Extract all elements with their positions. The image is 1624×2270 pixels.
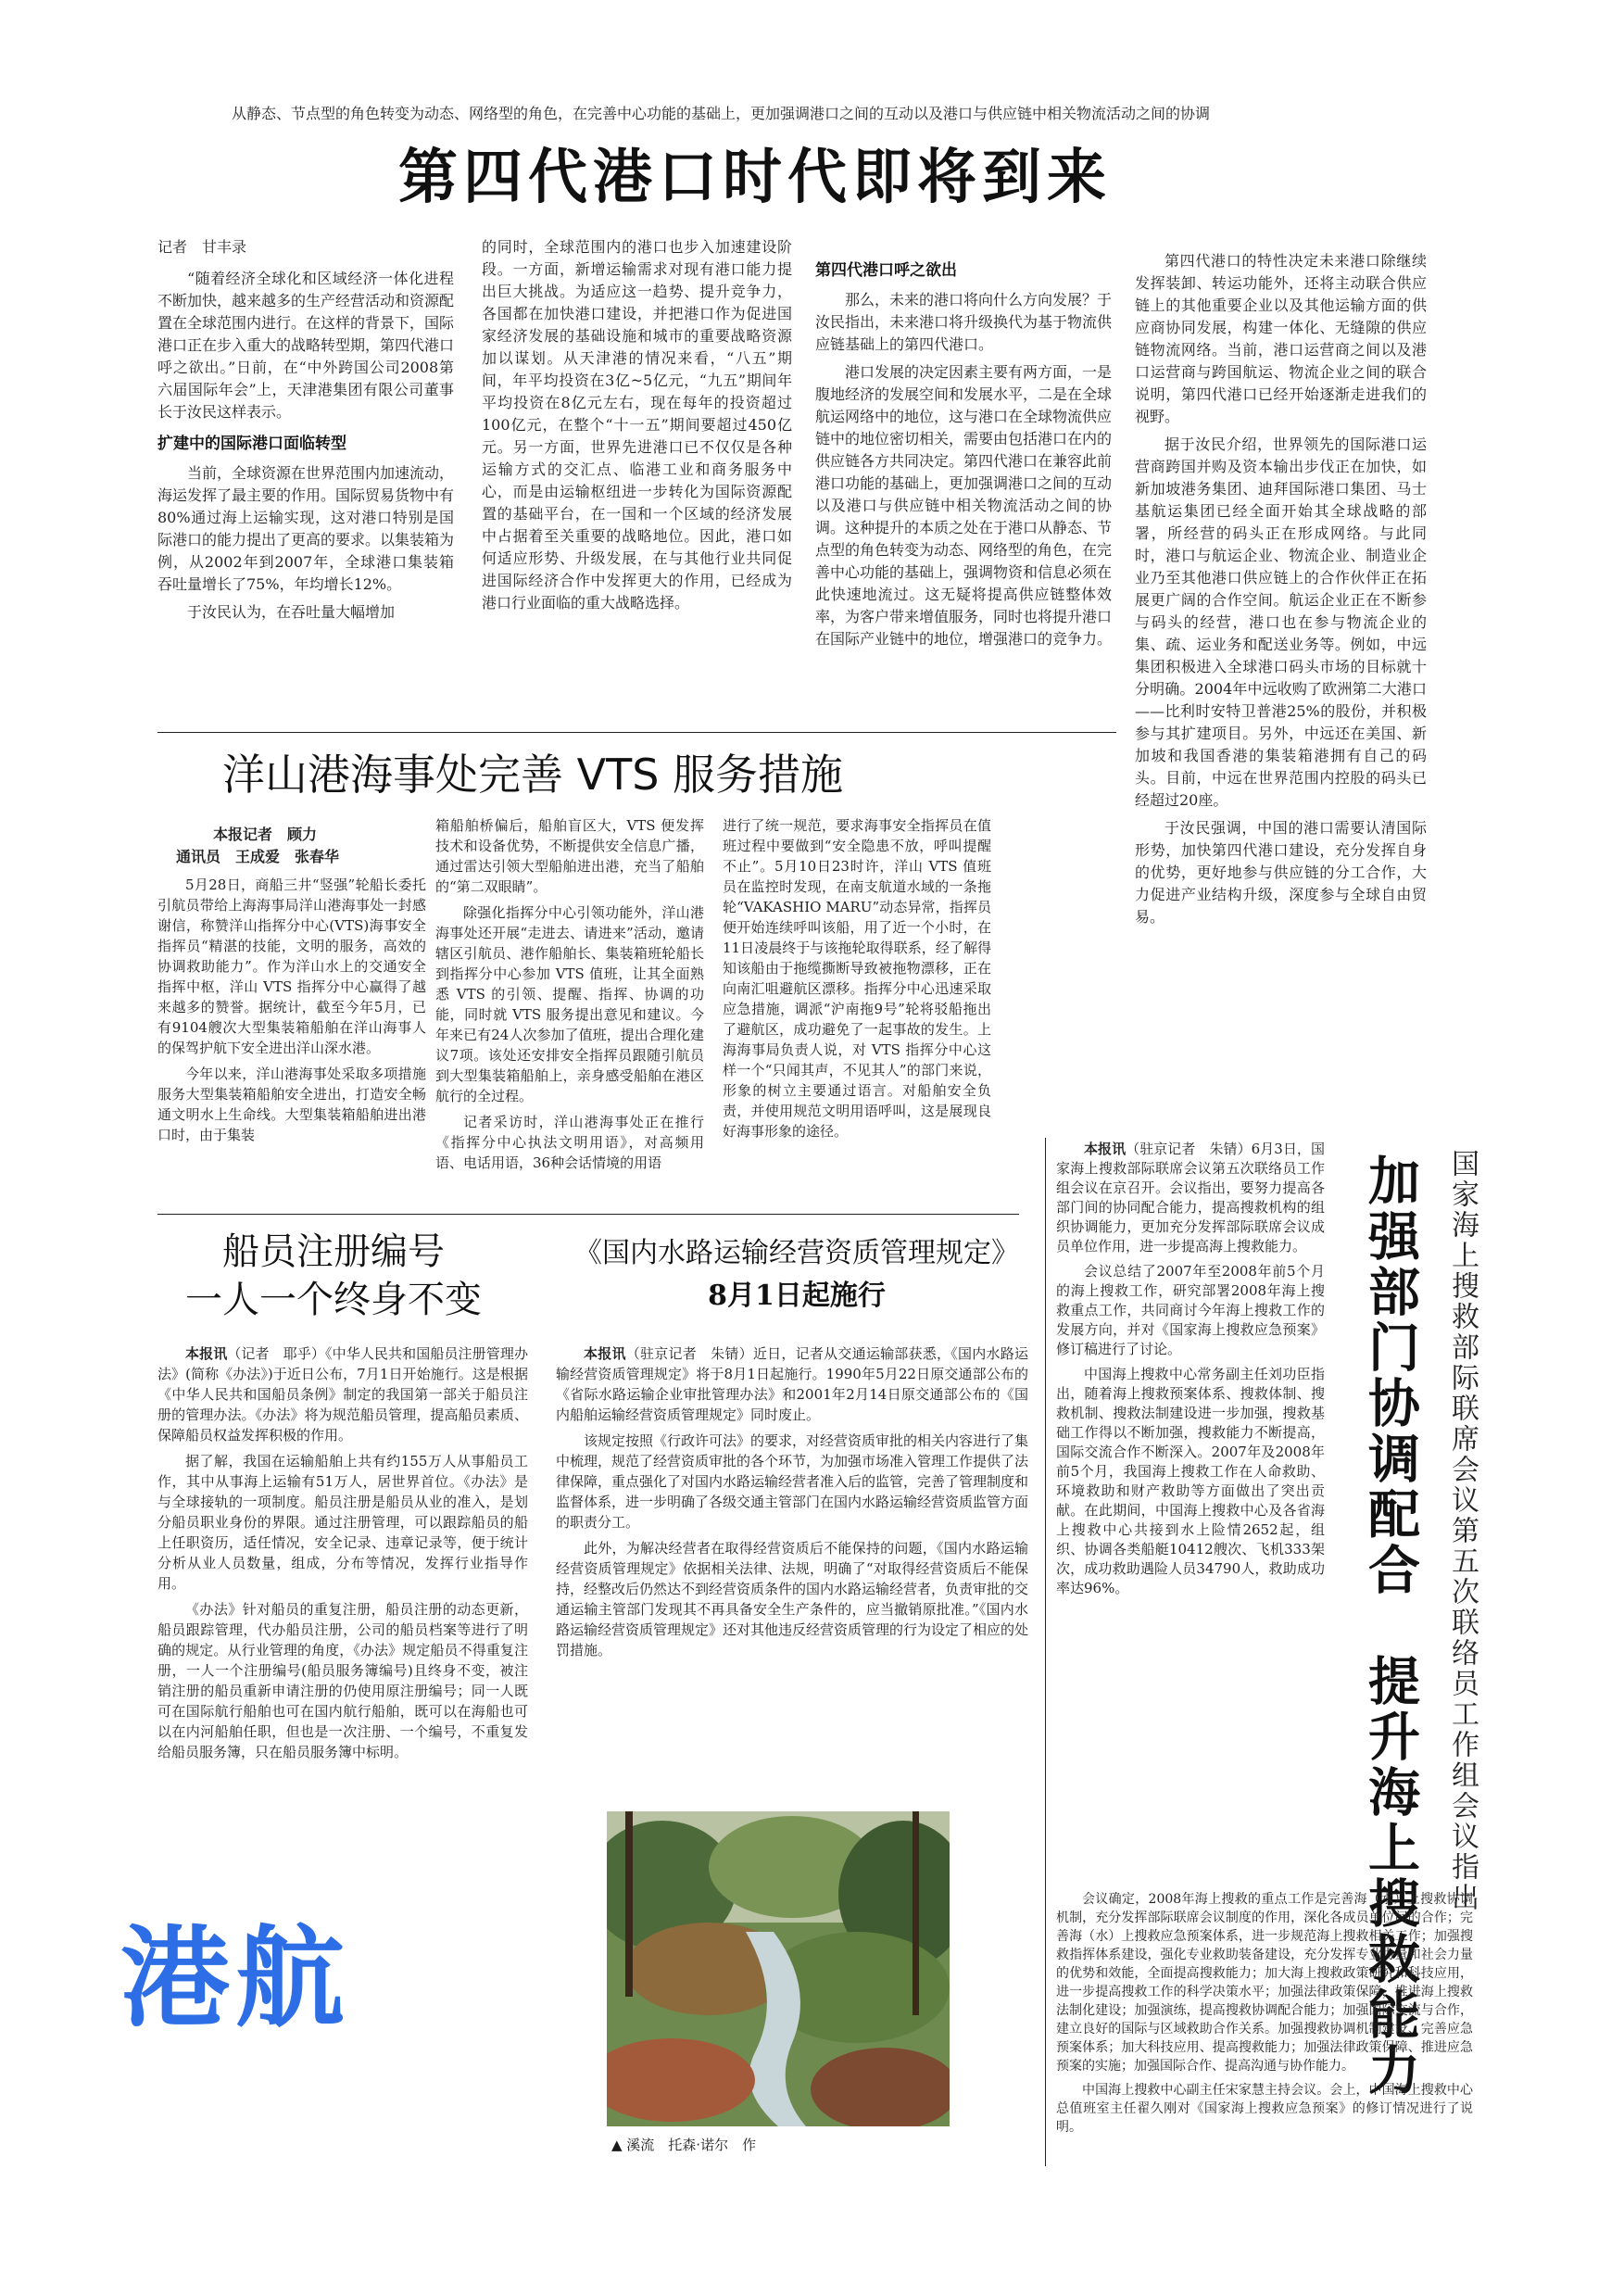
sar-story-headline: 加强部门协调配合 提升海上搜救能力: [1360, 1154, 1420, 2099]
vts-story-correspondents: 通讯员 王成爱 张春华: [176, 848, 340, 865]
sar-story-paragraph: 会议确定，2008年海上搜救的重点工作是完善海（水）上搜救协调机制，充分发挥部际联席会议制度的作用，深化各成员单位间的合作；完善海（水）上搜救应急预案体系，进一步规范海上搜救相关工作；加强搜救指挥体系建设，强化专业救助装备建设，充分发挥专业力量和社会力量的优势和效能，全面提高搜救能力；加大海上搜救政策研究和科技应用，进一步提高搜救工作的科学决策水平；加强法律政策保障，推进海上搜救法制化建设；加强演练，提高搜救协调配合能力；加强国际交流与合作，建立良好的国际与区域救助合作关系。加强搜救协调机制建设、完善应急预案体系；加大科技应用、提高搜救能力；加强法律政策保障、推进应急预案的实施；加强国际合作、提高沟通与协作能力。: [1056, 1892, 1473, 2074]
sar-story-reporter: （驻京记者 朱锖）: [1126, 1141, 1252, 1157]
crew-story-paragraph: 据了解，我国在运输船舶上共有约155万人从事船员工作，其中从事海上运输有51万人，居世界首位。《办法》是与全球接轨的一项制度。船员注册是船员从业的准入，是划分船员职业身份的界限。通过注册管理，可以跟踪船员的船上任职资历，适任情况，安全记录、违章记录等，便于统计分析从业人员数量，组成，分布等情况，发挥行业指导作用。: [157, 1453, 528, 1592]
crew-story-paragraph: 《中华人民共和国船员注册管理办法》(简称《办法》)于近日公布，7月1日开始施行。这是根据《中华人民共和国船员条例》制定的我国第一部关于船员注册的管理办法。《办法》将为规范船员管理，提高船员素质、保障船员权益发挥积极的作用。: [157, 1345, 528, 1444]
divider: [157, 732, 1116, 733]
vts-story-paragraph: 箱船舶桥偏后，船舶盲区大，VTS 便发挥技术和设备优势，不断提供安全信息广播，通过雷达引领大型船舶进出港，充当了船舶的“第二双眼睛”。: [435, 817, 704, 895]
regulation-story-dateline: 本报讯: [584, 1345, 626, 1362]
sar-story-paragraph: 会议总结了2007年至2008年前5个月的海上搜救工作，研究部署2008年海上搜救重点工作，共同商讨今年海上搜救工作的发展方向，并对《国家海上搜救应急预案》修订稿进行了讨论。: [1056, 1263, 1325, 1357]
vts-story-column-3: [723, 815, 991, 1147]
main-story-byline: 记者 甘丰录: [157, 238, 247, 256]
vts-story-paragraph: 今年以来，洋山港海事处采取多项措施服务大型集装箱船舶安全进出，打造安全畅通文明水上生命线。大型集装箱船舶进出港口时，由于集装: [157, 1066, 426, 1143]
main-story-subhead: 第四代港口呼之欲出: [815, 261, 957, 280]
main-story-paragraph: 当前，全球资源在世界范围内加速流动，海运发挥了最主要的作用。国际贸易货物中有80%通过海上运输实现，这对港口特别是国际港口的能力提出了更高的要求。以集装箱为例，从2002年到2007年，全球港口集装箱吞吐量增长了75%，年均增长12%。: [157, 464, 455, 593]
regulation-story-title-line1: 《国内水路运输经营资质管理规定》: [574, 1237, 1019, 1269]
main-story-column-1: [157, 236, 454, 629]
main-story-column-2: [482, 236, 792, 620]
painting-caption: ▲ 溪流 托森·诺尔 作: [611, 2137, 757, 2153]
sar-story-body-continued: [1056, 1890, 1473, 2142]
main-story-paragraph: 港口发展的决定因素主要有两方面，一是腹地经济的发展空间和发展水平，二是在全球航运网络中的地位，这与港口在全球物流供应链中的地位密切相关，需要由包括港口在内的供应链各方共同决定。第四代港口在兼容此前港口功能的基础上，更加强调港口之间的互动以及港口与供应链中相关物流活动之间的协调。这种提升的本质之处在于港口从静态、节点型的角色转变为动态、网络型的角色，在完善中心功能的基础上，强调物资和信息必须在此快速地流过。这无疑将提高供应链整体效率，为客户带来增值服务，同时也将提升港口在国际产业链中的地位，增强港口的竞争力。: [815, 363, 1113, 648]
crew-story-title-line2: 一人一个终身不变: [185, 1279, 482, 1321]
crew-story-title: [130, 1228, 537, 1324]
crew-story-title-line1: 船员注册编号: [222, 1230, 445, 1273]
regulation-story-title-line2: 8月1日起施行: [708, 1280, 886, 1312]
sar-story-paragraph: 6月3日，国家海上搜救部际联席会议第五次联络员工作组会议在京召开。会议指出，要努力提高各部门间的协同配合能力，提高搜救机构的组织协调能力，更加充分发挥部际联席会议成员单位作用，进一步提高海上搜救能力。: [1056, 1141, 1325, 1255]
main-story-paragraph: 据于汝民介绍，世界领先的国际港口运营商跨国并购及资本输出步伐正在加快，如新加坡港务集团、迪拜国际港口集团、马士基航运集团已经全面开始其全球战略的部署，所经营的码头正在形成网络。与此同时，港口与航运企业、物流企业、制造业企业乃至其他港口供应链上的合作伙伴正在拓展更广阔的合作空间。航运企业正在不断参与码头的经营，港口也在参与物流企业的集、疏、运业务和配送业务等。例如，中远集团积极进入全球港口码头市场的目标就十分明确。2004年中远收购了欧洲第二大港口——比利时安特卫普港25%的股份，并积极参与其扩建项目。另外，中远还在美国、新加坡和我国香港的集装箱港拥有自己的码头。目前，中远在世界范围内控股的码头已经超过20座。: [1135, 435, 1427, 809]
main-story-column-3: [815, 250, 1112, 656]
main-story-paragraph: “随着经济全球化和区域经济一体化进程不断加快，越来越多的生产经营活动和资源配置在全球范围内进行。在这样的背景下，国际港口正在步入重大的战略转型期，第四代港口呼之欲出。”日前，在“中外跨国公司2008第六届国际年会”上，天津港集团有限公司董事长于汝民这样表示。: [157, 270, 455, 421]
vts-story-title: 洋山港海事处完善 VTS 服务措施: [222, 750, 844, 800]
sar-story-paragraph: 中国海上搜救中心常务副主任刘功臣指出，随着海上搜救预案体系、搜救体制、搜救机制、搜救法制建设进一步加强，搜救基础工作得以不断加强，搜救能力不断提高，国际交流合作不断深入。2007年及2008年前5个月，我国海上搜救工作在人命救助、环境救助和财产救助等方面做出了突出贡献。在此期间，中国海上搜救中心及各省海上搜救中心共接到水上险情2652起，组织、协调各类船艇10412艘次、飞机333架次，成功救助遇险人员34790人，救助成功率达96%。: [1056, 1366, 1325, 1596]
stream-painting: [607, 1811, 950, 2126]
regulation-story-title: [556, 1232, 1038, 1318]
divider: [1045, 1138, 1046, 2166]
vts-story-column-2: [435, 815, 704, 1179]
divider: [157, 1214, 1019, 1215]
main-story-paragraph: 第四代港口的特性决定未来港口除继续发挥装卸、转运功能外，还将主动联合供应链上的其他重要企业以及其他运输方面的供应商协同发展，构建一体化、无缝隙的供应链物流网络。当前，港口运营商之间以及港口运营商与跨国航运、物流企业之间的联合说明，第四代港口已经开始逐渐走进我们的视野。: [1135, 252, 1427, 425]
main-story-paragraph: 的同时，全球范围内的港口也步入加速建设阶段。一方面，新增运输需求对现有港口能力提出巨大挑战。为适应这一趋势、提升竞争力，各国都在加快港口建设，并把港口作为促进国家经济发展的基础设施和城市的重要战略资源加以谋划。从天津港的情况来看，“八五”期间，年平均投资在3亿~5亿元，“九五”期间年平均投资在8亿元左右，现在每年的投资超过100亿元，在整个“十一五”期间要超过450亿元。另一方面，世界先进港口已不仅仅是各种运输方式的交汇点、临港工业和商务服务中心，而是由运输枢纽进一步转化为国际资源配置的基础平台，在一国和一个区域的经济发展中占据着至关重要的战略地位。因此，港口如何适应形势、升级发展，在与其他行业共同促进国际经济合作中发挥更大的作用，已经成为港口行业面临的重大战略选择。: [482, 238, 792, 612]
section-logo: 港航: [120, 1914, 351, 2042]
sar-story-dateline: 本报讯: [1084, 1141, 1127, 1157]
vts-story-column-1: [157, 825, 426, 1151]
vts-story-paragraph: 5月28日，商船三井“竖强”轮船长委托引航员带给上海海事局洋山港海事处一封感谢信，称赞洋山指挥分中心(VTS)海事安全指挥员“精湛的技能，文明的服务，高效的协调救助能力”。作为洋山水上的交通安全指挥中枢，洋山 VTS 指挥分中心赢得了越来越多的赞誉。据统计，截至今年5月，已有9104艘次大型集装箱船舶在洋山海事人的保驾护航下安全进出洋山深水港。: [157, 876, 426, 1056]
sar-story-body: [1056, 1140, 1325, 1604]
sar-story-subtitle: 国家海上搜救部际联席会议第五次联络员工作组会议指出: [1446, 1149, 1479, 1913]
vts-story-paragraph: 记者采访时，洋山港海事处正在推行《指挥分中心执法文明用语》，对高频用语、电话用语，36种会话情境的用语: [435, 1114, 704, 1171]
regulation-story-paragraph: 该规定按照《行政许可法》的要求，对经营资质审批的相关内容进行了集中梳理，规范了经营资质审批的各个环节，为加强市场准入管理工作提供了法律保障，重点强化了对国内水路运输经营者准入后的监管，完善了管理制度和监督体系，进一步明确了各级交通主管部门在国内水路运输经营资质监管方面的职责分工。: [556, 1432, 1029, 1531]
main-story-paragraph: 那么，未来的港口将向什么方向发展？于汝民指出，未来港口将升级换代为基于物流供应链基础上的第四代港口。: [815, 291, 1113, 353]
vts-story-paragraph: 除强化指挥分中心引领功能外，洋山港海事处还开展“走进去、请进来”活动，邀请辖区引航员、港作船舶长、集装箱班轮船长到指挥分中心参加 VTS 值班，让其全面熟悉 VTS 的引领、提醒、指挥、协调的功能，同时就 VTS 服务提出意见和建议。今年来已有24人次参加了值班，提出合理化建议7项。该处还安排安全指挥员跟随引航员到大型集装箱船舶上，亲身感受船舶在港区航行的全过程。: [435, 904, 704, 1104]
main-story-subhead: 扩建中的国际港口面临转型: [157, 435, 346, 453]
vts-story-reporter: 本报记者 顾力: [213, 826, 318, 843]
crew-story-body: [157, 1343, 528, 1768]
crew-story-dateline: 本报讯: [185, 1345, 228, 1362]
regulation-story-reporter: （驻京记者 朱锖）: [625, 1345, 753, 1362]
crew-story-reporter: （记者 耶乎）: [227, 1345, 326, 1362]
stream-painting-image: [607, 1811, 950, 2126]
regulation-story-paragraph: 此外，为解决经营者在取得经营资质后不能保持的问题，《国内水路运输经营资质管理规定》依据相关法律、法规，明确了“对取得经营资质后不能保持，经整改后仍然达不到经营资质条件的国内水路运输经营者，负责审批的交通运输主管部门发现其不再具备安全生产条件的，应当撤销原批准。”《国内水路运输经营资质管理规定》还对其他违反经营资质管理的行为设定了相应的处罚措施。: [556, 1540, 1029, 1658]
main-story-column-4: [1135, 250, 1427, 934]
regulation-story-paragraph: 近日，记者从交通运输部获悉，《国内水路运输经营资质管理规定》将于8月1日起施行。1990年5月22日原交通部公布的《省际水路运输企业审批管理办法》和2001年2月14日原交通部公布的《国内船舶运输经营资质管理规定》同时废止。: [556, 1345, 1028, 1423]
main-story-kicker: 从静态、节点型的角色转变为动态、网络型的角色，在完善中心功能的基础上，更加强调港口之间的互动以及港口与供应链中相关物流活动之间的协调: [232, 105, 1211, 122]
main-story-headline: 第四代港口时代即将到来: [398, 144, 1112, 212]
crew-story-paragraph: 《办法》针对船员的重复注册，船员注册的动态更新，船员跟踪管理，代办船员注册，公司的船员档案等进行了明确的规定。从行业管理的角度，《办法》规定船员不得重复注册，一人一个注册编号(船员服务簿编号)且终身不变，被注销注册的船员重新申请注册的仍使用原注册编号；同一人既可在国际航行船舶也可在国内航行船舶，既可以在海船也可以在内河船舶任职，但也是一次注册、一个编号，不重复发给船员服务簿，只在船员服务簿中标明。: [157, 1601, 528, 1760]
sar-story-paragraph: 中国海上搜救中心副主任宋家慧主持会议。会上，中国海上搜救中心总值班室主任翟久刚对《国家海上搜救应急预案》的修订情况进行了说明。: [1056, 2083, 1473, 2135]
main-story-paragraph: 于汝民强调，中国的港口需要认清国际形势，加快第四代港口建设，充分发挥自身的优势，更好地参与供应链的分工合作，大力促进产业结构升级，深度参与全球自由贸易。: [1135, 819, 1427, 926]
regulation-story-body: [556, 1343, 1028, 1666]
main-story-paragraph: 于汝民认为，在吞吐量大幅增加: [187, 603, 396, 621]
vts-story-paragraph: 进行了统一规范，要求海事安全指挥员在值班过程中要做到“安全隐患不放，呼叫提醒不止”。5月10日23时许，洋山 VTS 值班员在监控时发现，在南支航道水域的一条拖轮“VAKASHIO MARU”动态异常，指挥员便开始连续呼叫该船，用了近一个小时，在11日凌晨终于与该拖轮取得联系，经了解得知该船由于拖缆撕断导致被拖物漂移，正在向南汇咀避航区漂移。指挥分中心迅速采取应急措施，调派“沪南拖9号”轮将驳船拖出了避航区，成功避免了一起事故的发生。上海海事局负责人说，对 VTS 指挥分中心这样一个“只闻其声，不见其人”的部门来说，形象的树立主要通过语言。对船舶安全负责，并使用规范文明用语呼叫，这是展现良好海事形象的途径。: [723, 817, 991, 1140]
